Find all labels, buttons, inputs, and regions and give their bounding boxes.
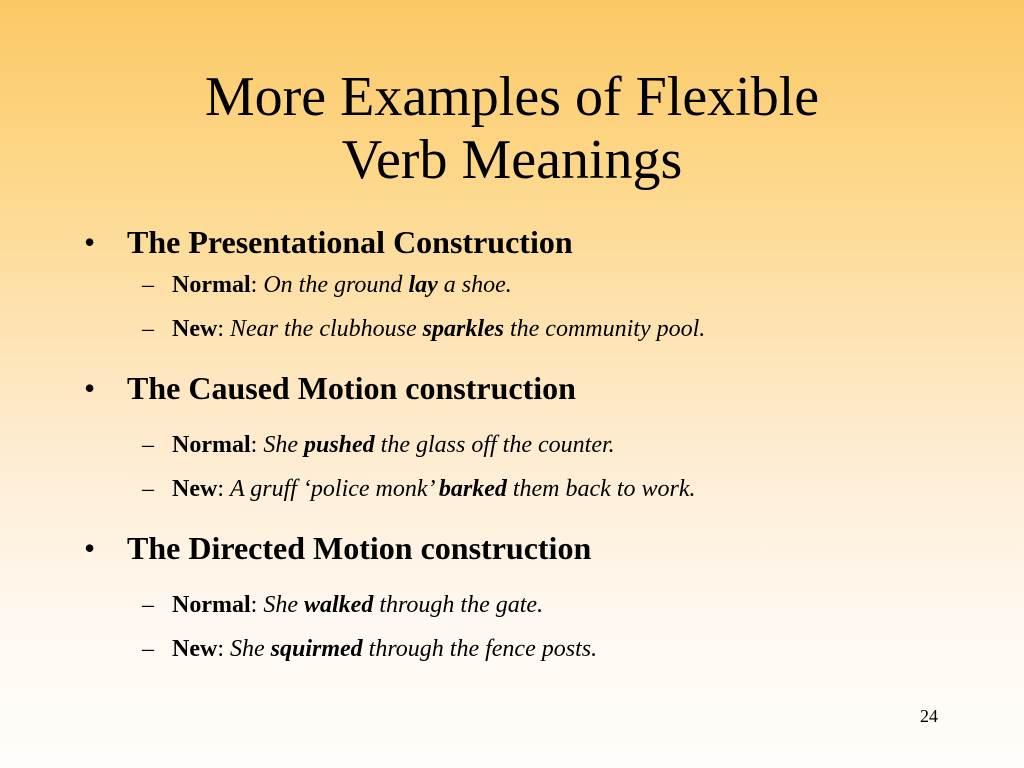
label-key: Normal (172, 272, 251, 298)
example-verb: sparkles (422, 316, 504, 342)
example-sentence (263, 272, 511, 298)
example-pre: She (263, 592, 304, 618)
label-key: Normal (172, 592, 251, 618)
bullet-heading: The Presentational Construction (127, 224, 573, 260)
sub-item-new (84, 634, 984, 678)
example-verb: lay (408, 272, 438, 298)
dash-marker: – (142, 272, 154, 298)
slide-content (84, 222, 984, 678)
example-sentence (230, 316, 705, 342)
label-key: New (172, 476, 218, 502)
label-separator: : (217, 476, 230, 502)
label-key: New (172, 316, 218, 342)
sub-item-normal (84, 590, 984, 634)
label-separator: : (250, 432, 264, 458)
sub-item-new (84, 474, 984, 518)
example-sentence (263, 592, 543, 618)
bullet-marker: • (84, 370, 96, 406)
dash-marker: – (142, 636, 154, 662)
bullet-caused-motion-construction (84, 368, 984, 416)
bullet-marker: • (84, 530, 96, 566)
example-post: through the fence posts. (362, 636, 598, 662)
label-key: Normal (172, 432, 251, 458)
sub-item-normal (84, 270, 984, 314)
label-separator: : (250, 272, 264, 298)
example-pre: On the ground (263, 272, 409, 298)
example-pre: Near the clubhouse (230, 316, 423, 342)
example-post: the community pool. (503, 316, 706, 342)
bullet-directed-motion-construction (84, 528, 984, 576)
example-sentence (263, 432, 614, 458)
example-sentence (230, 636, 597, 662)
slide-title (0, 66, 1024, 192)
sub-item-new (84, 314, 984, 358)
example-post: through the gate. (373, 592, 544, 618)
label-separator: : (217, 316, 230, 342)
dash-marker: – (142, 476, 154, 502)
example-pre: A gruff ‘police monk’ (230, 476, 439, 502)
example-sentence (230, 476, 695, 502)
label-key: New (172, 636, 218, 662)
dash-marker: – (142, 316, 154, 342)
example-verb: pushed (303, 432, 375, 458)
title-line-1: More Examples of Flexible (204, 66, 820, 128)
example-verb: barked (438, 476, 507, 502)
bullet-presentational-construction (84, 222, 984, 270)
example-post: them back to work. (506, 476, 696, 502)
example-verb: squirmed (270, 636, 363, 662)
example-post: the glass off the counter. (374, 432, 615, 458)
example-verb: walked (303, 592, 374, 618)
dash-marker: – (142, 432, 154, 458)
example-pre: She (263, 432, 304, 458)
page-number: 24 (920, 706, 938, 726)
bullet-marker: • (84, 224, 96, 260)
label-separator: : (217, 636, 230, 662)
title-line-2: Verb Meanings (341, 129, 683, 191)
dash-marker: – (142, 592, 154, 618)
bullet-heading: The Caused Motion construction (127, 370, 576, 406)
example-pre: She (230, 636, 271, 662)
example-post: a shoe. (437, 272, 512, 298)
sub-item-normal (84, 430, 984, 474)
bullet-heading: The Directed Motion construction (127, 530, 592, 566)
label-separator: : (250, 592, 264, 618)
